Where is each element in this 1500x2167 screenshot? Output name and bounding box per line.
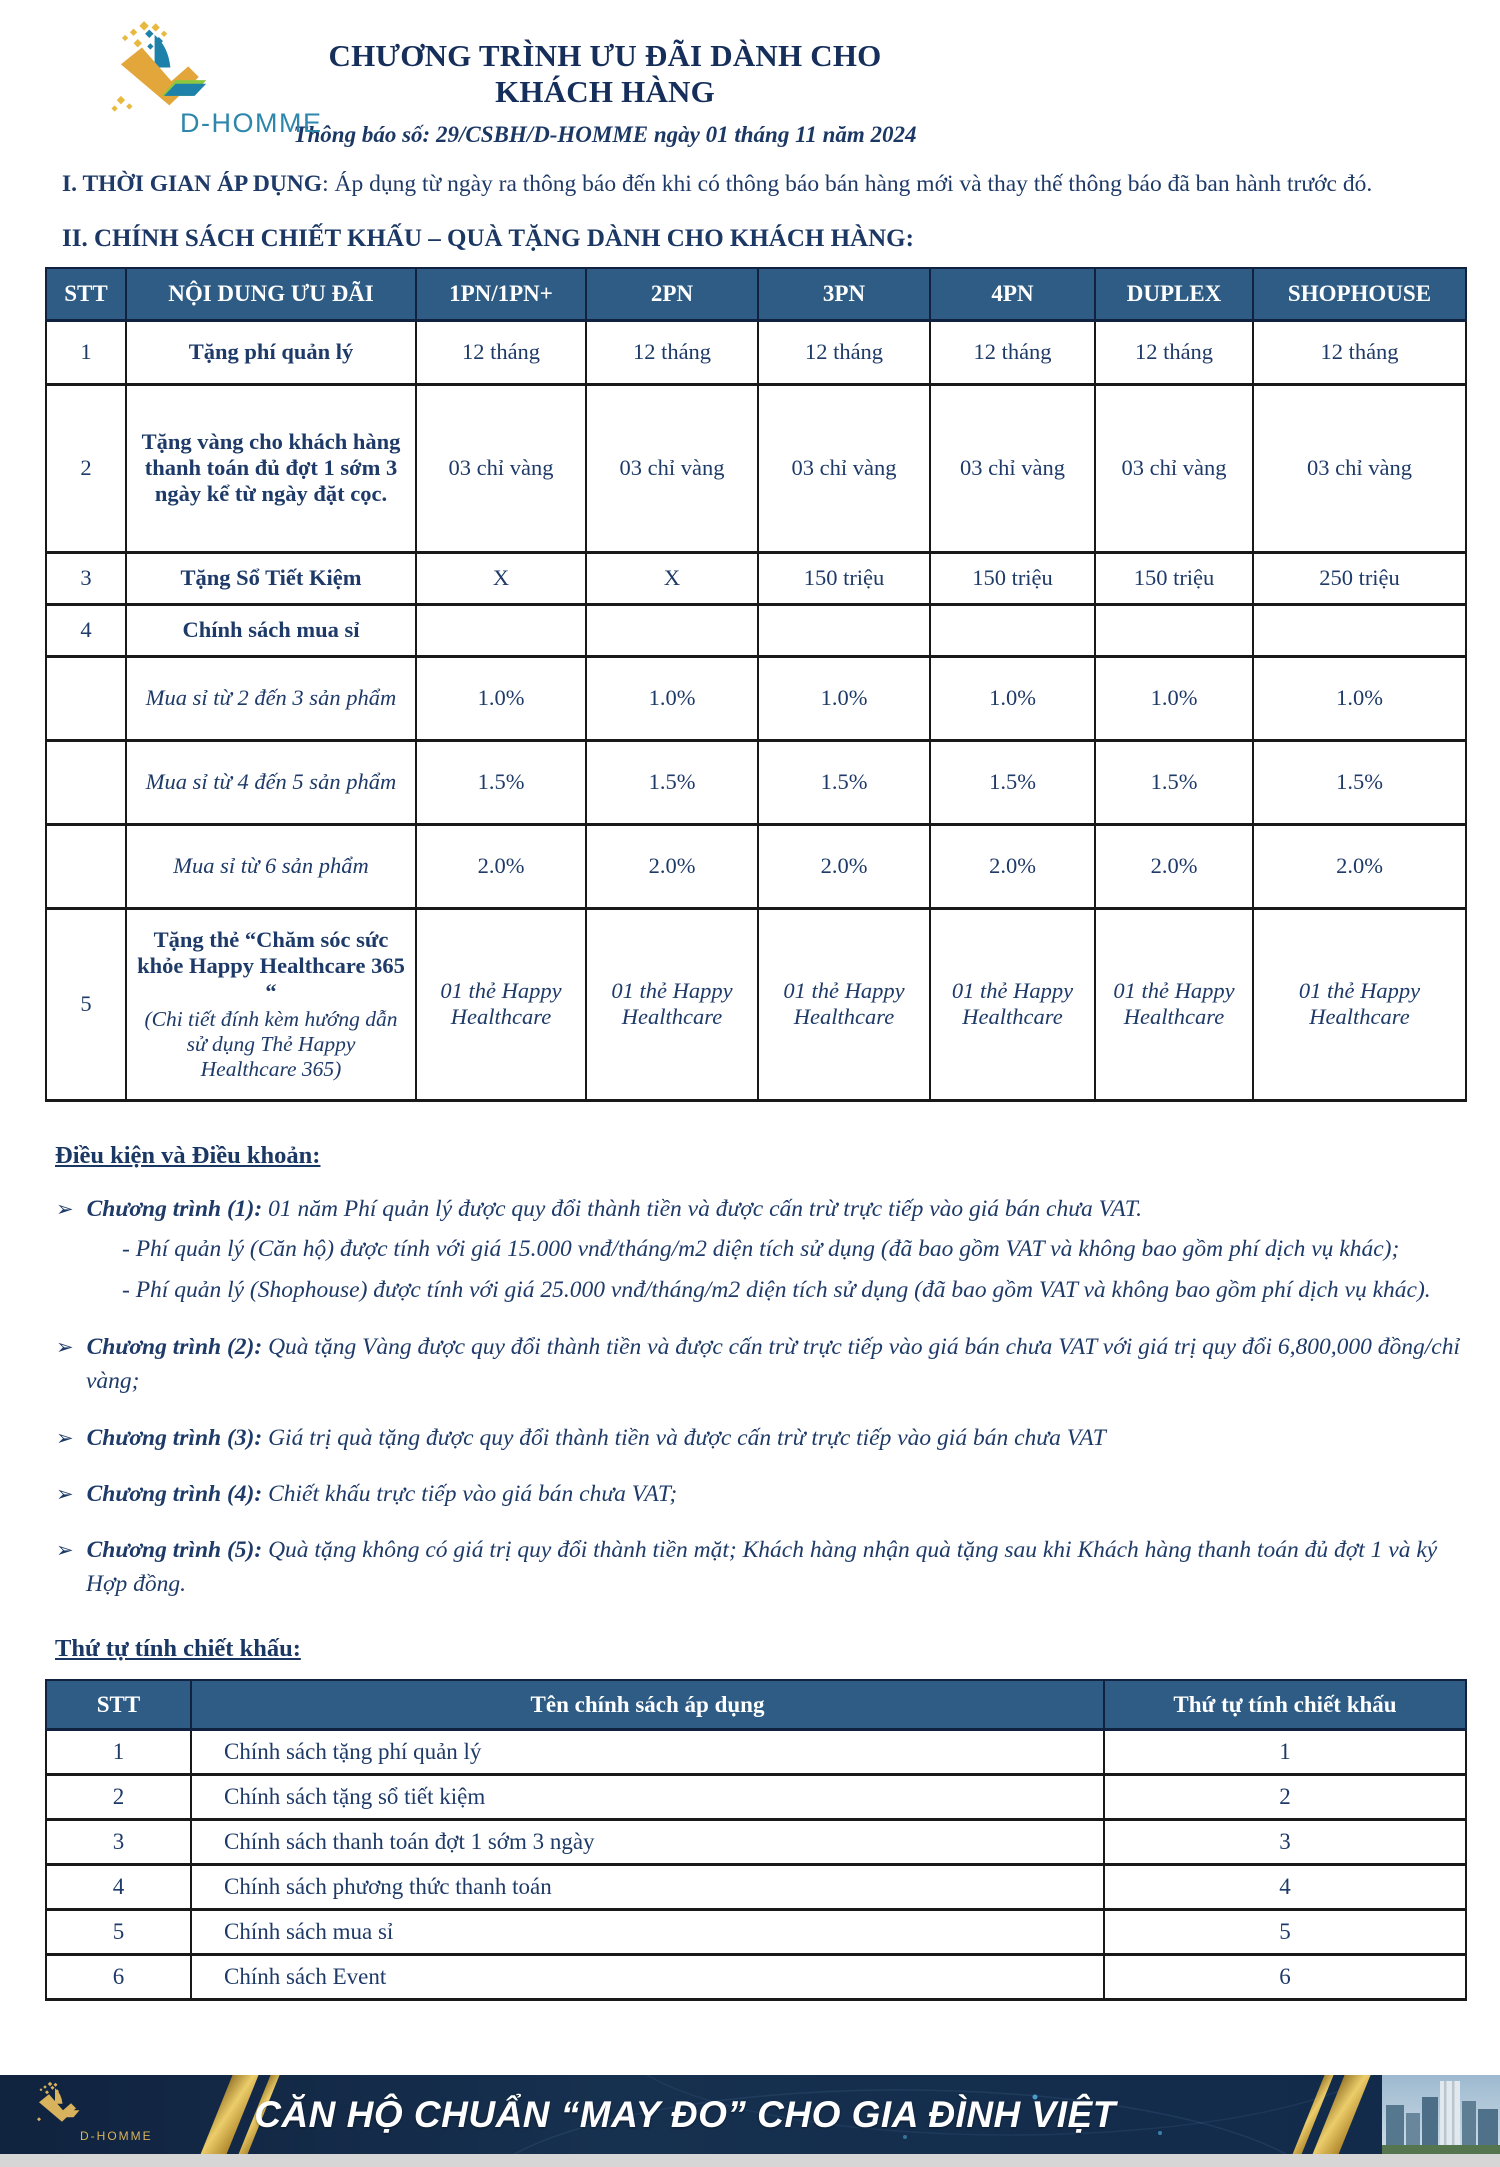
cell-label: Tặng Sổ Tiết Kiệm [126, 552, 416, 604]
cell-value: 1.0% [586, 656, 758, 740]
table-header-row [46, 268, 1466, 320]
column-header: STT [46, 1680, 191, 1730]
term-title: Chương trình (1): [86, 1195, 263, 1222]
arrow-bullet-icon: ➢ [56, 1481, 74, 1506]
cell-value: 12 tháng [1253, 320, 1466, 384]
cell-value: 03 chỉ vàng [1253, 384, 1466, 552]
column-header: 3PN [758, 268, 930, 320]
dhomme-logo [60, 18, 350, 143]
cell-value [1095, 604, 1253, 656]
cell-stt: 3 [46, 1820, 191, 1865]
cell-value: 01 thẻ Happy Healthcare [758, 908, 930, 1100]
cell-value: 150 triệu [1095, 552, 1253, 604]
cell-label-title: Tặng thẻ “Chăm sóc sức khỏe Happy Healthcare 365 “ [137, 926, 405, 1004]
cell-stt: 6 [46, 1955, 191, 2000]
cell-policy-name: Chính sách phương thức thanh toán [191, 1865, 1104, 1910]
column-header: 4PN [930, 268, 1095, 320]
cell-value: 150 triệu [930, 552, 1095, 604]
term-title: Chương trình (2): [86, 1334, 263, 1361]
arrow-bullet-icon: ➢ [56, 1196, 74, 1221]
cell-policy-name: Chính sách mua sỉ [191, 1910, 1104, 1955]
cell-policy-name: Chính sách Event [191, 1955, 1104, 2000]
cell-value: 2.0% [930, 824, 1095, 908]
cell-stt: 2 [46, 1775, 191, 1820]
cell-value: 1.0% [930, 656, 1095, 740]
cell-value: 12 tháng [586, 320, 758, 384]
cell-value: 1.5% [416, 740, 586, 824]
term-item [56, 1477, 1460, 1511]
cell-value: 1.0% [1095, 656, 1253, 740]
cell-label: Mua sỉ từ 6 sản phẩm [126, 824, 416, 908]
cell-value: 2.0% [758, 824, 930, 908]
cell-stt [46, 824, 126, 908]
cell-value: 03 chỉ vàng [416, 384, 586, 552]
notice-number: Thông báo số: 29/CSBH/D-HOMME ngày 01 tháng 11 năm 2024 [293, 122, 917, 147]
cell-value: 03 chỉ vàng [586, 384, 758, 552]
cell-policy-name: Chính sách tặng sổ tiết kiệm [191, 1775, 1104, 1820]
column-header: Thứ tự tính chiết khấu [1104, 1680, 1466, 1730]
cell-value: 2.0% [416, 824, 586, 908]
cell-stt: 1 [46, 320, 126, 384]
cell-value: 01 thẻ Happy Healthcare [1095, 908, 1253, 1100]
cell-stt: 5 [46, 1910, 191, 1955]
term-item [56, 1330, 1460, 1398]
cell-order: 5 [1104, 1910, 1466, 1955]
table-row [46, 1865, 1466, 1910]
term-title: Chương trình (4): [86, 1480, 263, 1507]
cell-value [586, 604, 758, 656]
section-applied-period-text: : Áp dụng từ ngày ra thông báo đến khi có thông báo bán hàng mới và thay thế thông báo đã ban hành trước đó. [322, 171, 1373, 197]
cell-stt: 3 [46, 552, 126, 604]
arrow-bullet-icon: ➢ [56, 1425, 74, 1450]
cell-label: Tặng vàng cho khách hàng thanh toán đủ đợt 1 sớm 3 ngày kể từ ngày đặt cọc. [126, 384, 416, 552]
table-row [46, 1910, 1466, 1955]
cell-value [416, 604, 586, 656]
discount-order-table [45, 1679, 1467, 2002]
section-policy-heading: II. CHÍNH SÁCH CHIẾT KHẤU – QUÀ TẶNG DÀNH CHO KHÁCH HÀNG: [62, 225, 914, 253]
section-applied-period [62, 168, 1460, 201]
cell-value: 1.5% [930, 740, 1095, 824]
cell-value [758, 604, 930, 656]
cell-value: 1.0% [758, 656, 930, 740]
column-header: 2PN [586, 268, 758, 320]
term-title: Chương trình (3): [86, 1424, 263, 1451]
dhomme-logo-wordmark: D-HOMME [180, 108, 323, 138]
arrow-bullet-icon: ➢ [56, 1537, 74, 1562]
cell-value: 12 tháng [1095, 320, 1253, 384]
term-text: Chiết khấu trực tiếp vào giá bán chưa VAT; [268, 1480, 678, 1507]
column-header: NỘI DUNG ƯU ĐÃI [126, 268, 416, 320]
cell-stt: 5 [46, 908, 126, 1100]
table-row [46, 1820, 1466, 1865]
table-header-row [46, 1680, 1466, 1730]
cell-value: 01 thẻ Happy Healthcare [1253, 908, 1466, 1100]
discount-policy-table [45, 267, 1467, 1102]
footer-logo-wordmark: D-HOMME [80, 2129, 153, 2143]
cell-value [930, 604, 1095, 656]
cell-value: 01 thẻ Happy Healthcare [416, 908, 586, 1100]
cell-value: X [586, 552, 758, 604]
cell-label-note: (Chi tiết đính kèm hướng dẫn sử dụng Thẻ Happy Healthcare 365) [144, 1006, 398, 1081]
table-row [46, 604, 1466, 656]
cell-stt [46, 656, 126, 740]
cell-value: 01 thẻ Happy Healthcare [586, 908, 758, 1100]
cell-value: 12 tháng [930, 320, 1095, 384]
cell-value: 1.5% [586, 740, 758, 824]
cell-value: 1.0% [416, 656, 586, 740]
cell-stt: 4 [46, 1865, 191, 1910]
cell-value: 03 chỉ vàng [758, 384, 930, 552]
cell-value: 12 tháng [758, 320, 930, 384]
dhomme-logo-icon [68, 18, 258, 118]
cell-value: 1.5% [758, 740, 930, 824]
table-row [46, 824, 1466, 908]
cell-value: 03 chỉ vàng [1095, 384, 1253, 552]
column-header: Tên chính sách áp dụng [191, 1680, 1104, 1730]
table-row [46, 908, 1466, 1100]
document-header [0, 0, 1500, 147]
table-row [46, 1775, 1466, 1820]
cell-value: 1.5% [1095, 740, 1253, 824]
cell-value: 1.5% [1253, 740, 1466, 824]
column-header: SHOPHOUSE [1253, 268, 1466, 320]
table-row [46, 384, 1466, 552]
term-text: Giá trị quà tặng được quy đổi thành tiền và được cấn trừ trực tiếp vào giá bán chưa VAT [268, 1424, 1106, 1451]
term-item [56, 1192, 1460, 1309]
cell-label: Chính sách mua sỉ [126, 604, 416, 656]
cell-value: 2.0% [586, 824, 758, 908]
cell-label: Tặng phí quản lý [126, 320, 416, 384]
cell-order: 1 [1104, 1730, 1466, 1775]
cell-value: 03 chỉ vàng [930, 384, 1095, 552]
discount-order-heading: Thứ tự tính chiết khấu: [55, 1634, 301, 1662]
column-header: DUPLEX [1095, 268, 1253, 320]
footer-banner [0, 2075, 1500, 2167]
footer-tagline: CĂN HỘ CHUẨN “MAY ĐO” CHO GIA ĐÌNH VIỆT [254, 2093, 1116, 2135]
cell-value: 250 triệu [1253, 552, 1466, 604]
term-subitem: - Phí quản lý (Shophouse) được tính với giá 25.000 vnđ/tháng/m2 diện tích sử dụng (đã bao gồm VAT và không bao gồm phí dịch vụ khác). [122, 1277, 1431, 1304]
cell-stt: 4 [46, 604, 126, 656]
cell-label [126, 908, 416, 1100]
cell-value: 2.0% [1095, 824, 1253, 908]
terms-heading: Điều kiện và Điều khoản: [55, 1141, 321, 1169]
term-text: 01 năm Phí quản lý được quy đổi thành tiền và được cấn trừ trực tiếp vào giá bán chưa VAT. [268, 1195, 1142, 1222]
table-row [46, 552, 1466, 604]
footer-gray-strip [0, 2154, 1500, 2167]
table-row [46, 320, 1466, 384]
page-title: CHƯƠNG TRÌNH ƯU ĐÃI DÀNH CHO KHÁCH HÀNG [328, 38, 882, 109]
cell-stt [46, 740, 126, 824]
cell-value: 1.0% [1253, 656, 1466, 740]
term-text: Quà tặng không có giá trị quy đổi thành tiền mặt; Khách hàng nhận quà tặng sau khi Khách hàng thanh toán đủ đợt 1 và ký Hợp đồng. [86, 1536, 1438, 1597]
term-title: Chương trình (5): [86, 1536, 263, 1563]
cell-order: 2 [1104, 1775, 1466, 1820]
term-item [56, 1421, 1460, 1455]
table-row [46, 656, 1466, 740]
column-header: STT [46, 268, 126, 320]
cell-label: Mua sỉ từ 4 đến 5 sản phẩm [126, 740, 416, 824]
cell-order: 3 [1104, 1820, 1466, 1865]
footer-band [0, 2075, 1500, 2154]
cell-stt: 2 [46, 384, 126, 552]
cell-value: 01 thẻ Happy Healthcare [930, 908, 1095, 1100]
term-subitem: - Phí quản lý (Căn hộ) được tính với giá 15.000 vnđ/tháng/m2 diện tích sử dụng (đã bao gồm VAT và không bao gồm phí dịch vụ khác); [122, 1235, 1400, 1262]
term-text: Quà tặng Vàng được quy đổi thành tiền và được cấn trừ trực tiếp vào giá bán chưa VAT với giá trị quy đổi 6,800,000 đồng/chỉ vàng; [86, 1334, 1460, 1395]
section-applied-period-label: I. THỜI GIAN ÁP DỤNG [62, 171, 323, 197]
cell-stt: 1 [46, 1730, 191, 1775]
header-titles [285, 22, 925, 148]
cell-policy-name: Chính sách thanh toán đợt 1 sớm 3 ngày [191, 1820, 1104, 1865]
cell-policy-name: Chính sách tặng phí quản lý [191, 1730, 1104, 1775]
table-row [46, 740, 1466, 824]
arrow-bullet-icon: ➢ [56, 1335, 74, 1360]
term-item [56, 1533, 1460, 1601]
cell-value: 12 tháng [416, 320, 586, 384]
building-image [1382, 2075, 1500, 2154]
cell-label: Mua sỉ từ 2 đến 3 sản phẩm [126, 656, 416, 740]
cell-value: 150 triệu [758, 552, 930, 604]
column-header: 1PN/1PN+ [416, 268, 586, 320]
cell-order: 6 [1104, 1955, 1466, 2000]
cell-value: X [416, 552, 586, 604]
table-row [46, 1955, 1466, 2000]
cell-order: 4 [1104, 1865, 1466, 1910]
table-row [46, 1730, 1466, 1775]
cell-value [1253, 604, 1466, 656]
cell-value: 2.0% [1253, 824, 1466, 908]
